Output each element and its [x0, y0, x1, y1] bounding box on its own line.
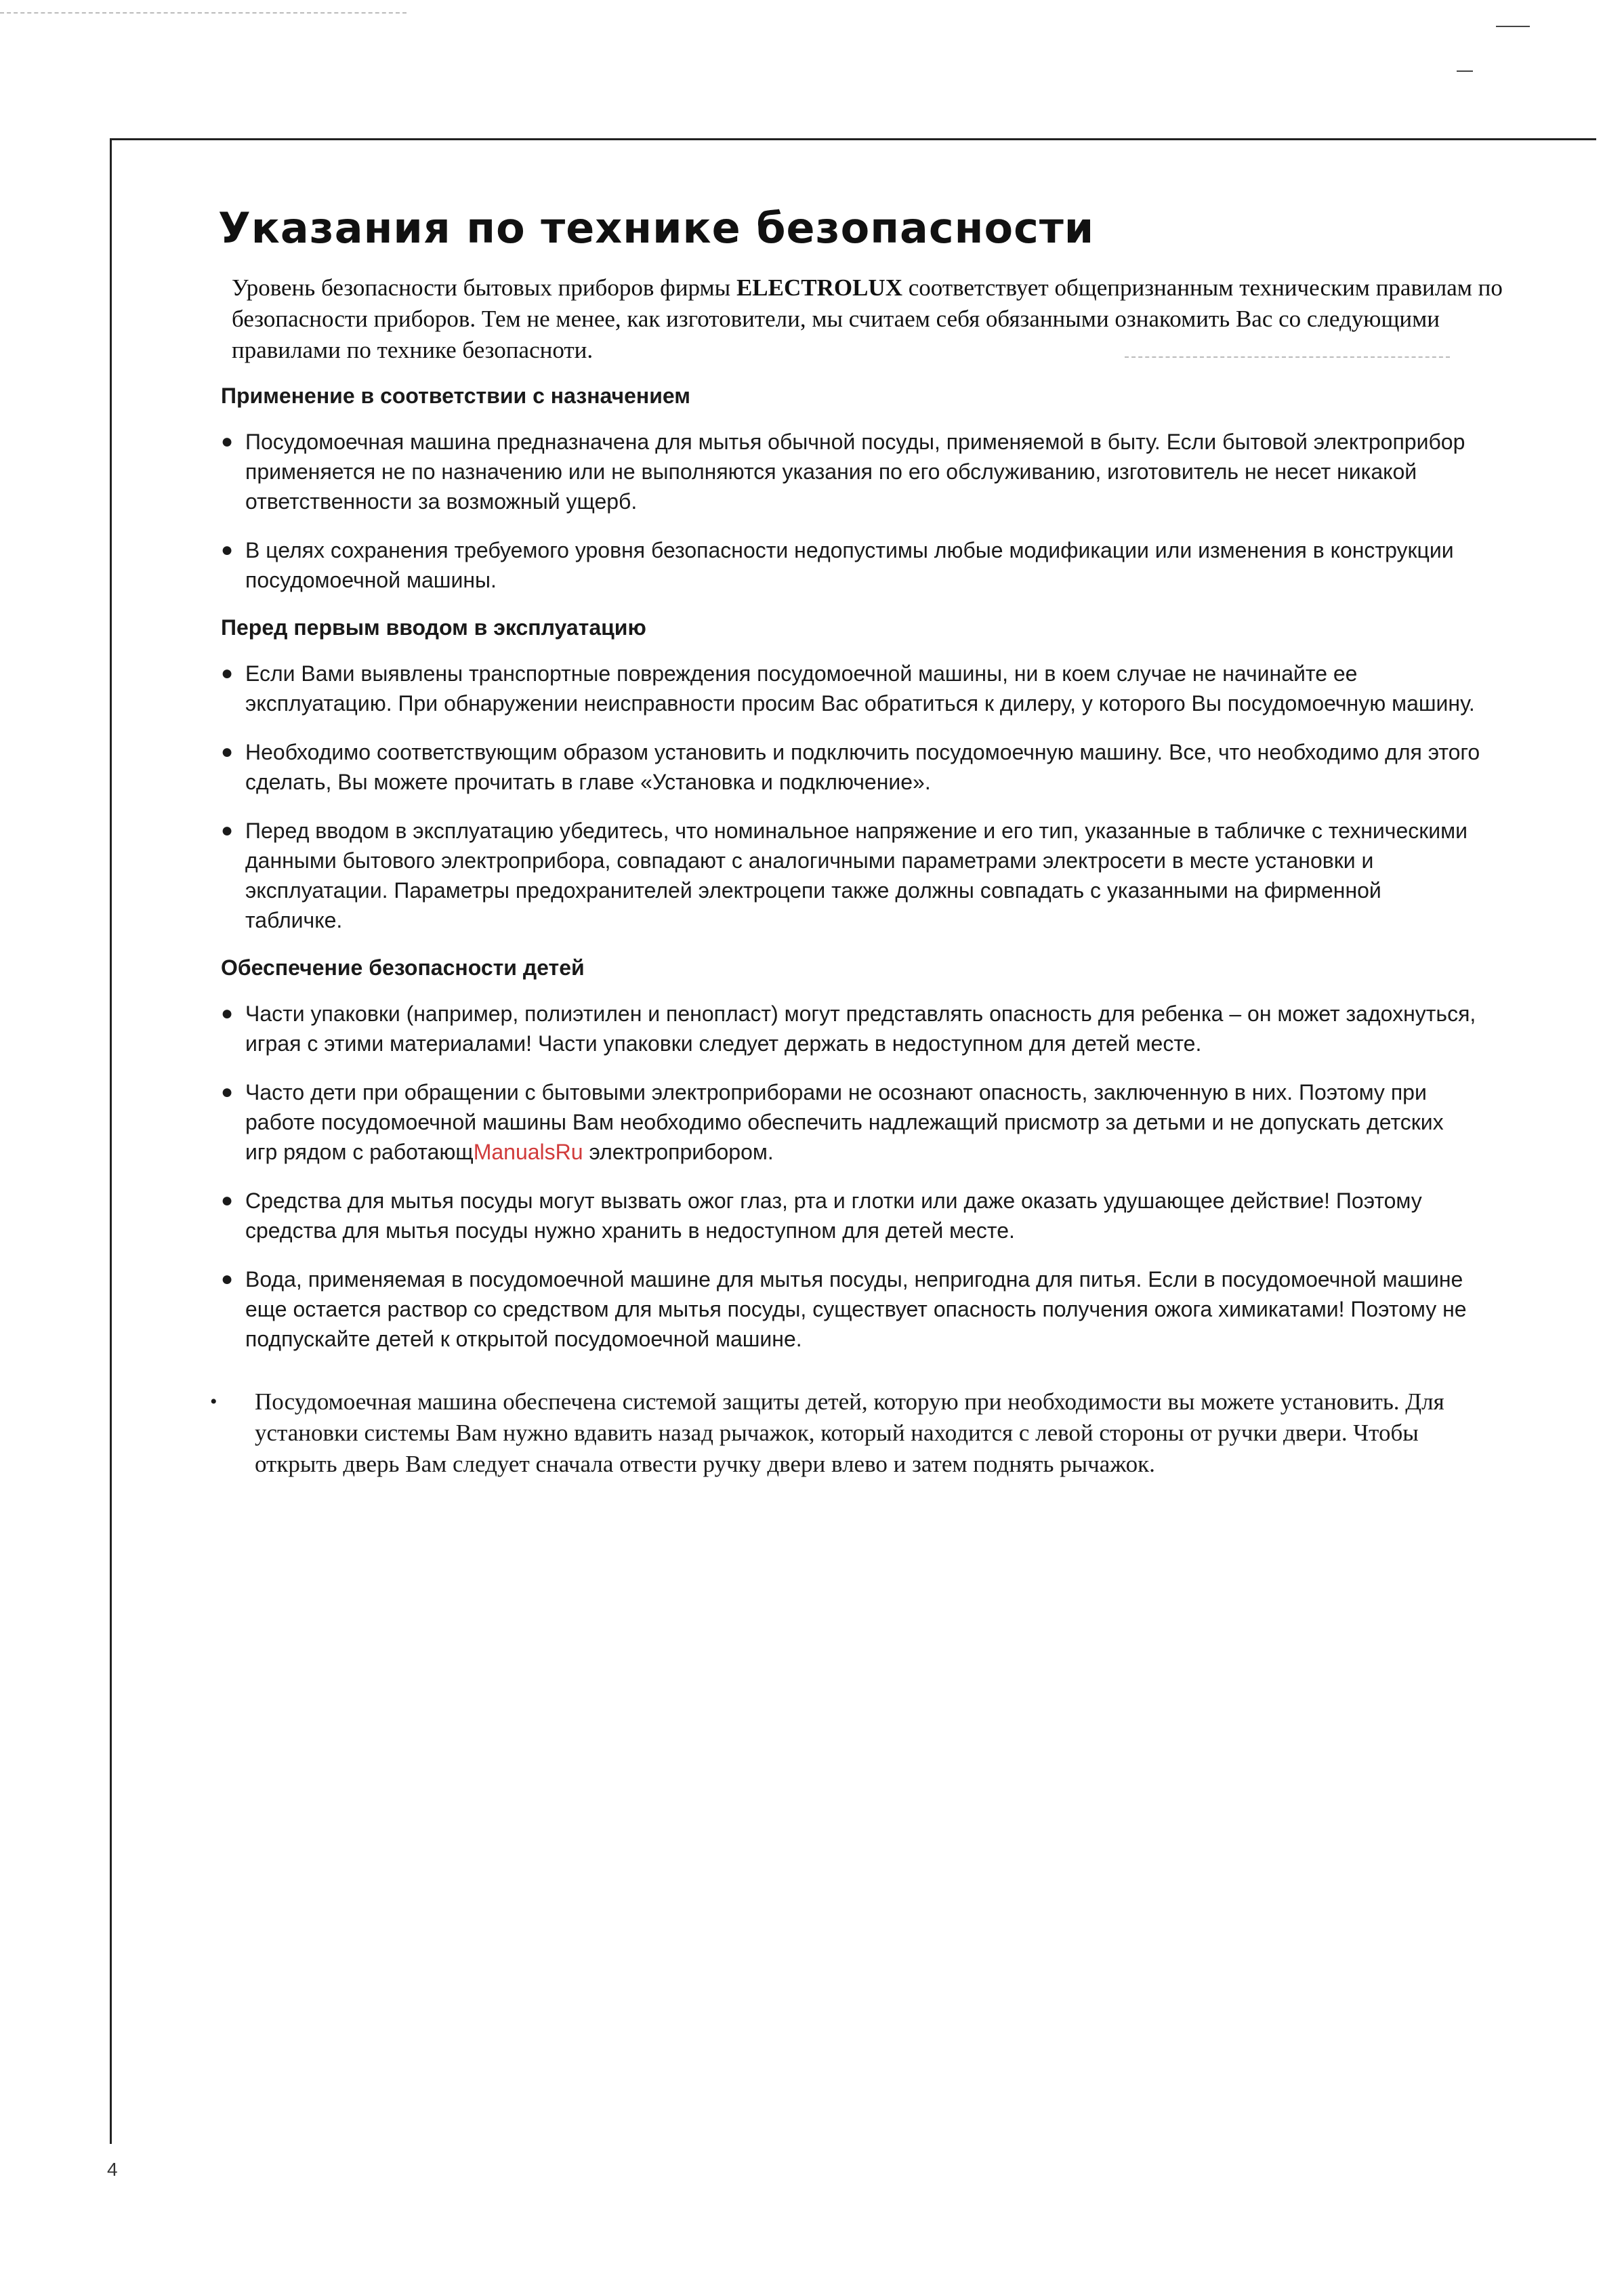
bullet-icon: ● [221, 539, 234, 561]
list-item-text: Перед вводом в эксплуатацию убедитесь, что номинальное напряжение и его тип, указанные в табличке с техническими данными бытового электроприбора, совпадают с аналогичными параметрами электросети в месте установки и эксплуатации. Параметры предохранителей электроцепи также должны совпадать с указанными на фирменной табличке. [245, 819, 1468, 932]
intro-suffix: соответствует общепризнанным техническим правилам по безопасности приборов. Тем не менее, как изготовители, мы считаем себя обязанными ознакомить Вас со следующими правилами по технике безопасноти. [232, 274, 1503, 363]
child-lock-note [210, 1386, 1474, 1480]
bullet-icon: ● [221, 741, 234, 763]
list-item [221, 1264, 1481, 1354]
safety-content [221, 382, 1481, 1373]
list-item [221, 427, 1481, 516]
page-title: Указания по технике безопасности [218, 203, 1095, 253]
list-item [221, 535, 1481, 595]
list-item-text-end: электроприбором. [583, 1140, 774, 1164]
list-item-text: Средства для мытья посуды могут вызвать ожог глаз, рта и глотки или даже оказать удушающее действие! Поэтому средства для мытья посуды нужно хранить в недоступном для детей месте. [245, 1189, 1422, 1243]
bullet-icon: ● [221, 819, 234, 842]
section-heading-intended-use: Применение в соответствии с назначением [221, 384, 690, 408]
bullet-icon: ● [221, 1002, 234, 1025]
bullet-icon: • [210, 1390, 217, 1413]
bullet-icon: ● [221, 662, 234, 684]
list-item [221, 816, 1481, 935]
bullet-icon: ● [221, 430, 234, 453]
intro-paragraph [232, 272, 1519, 366]
list-item-text: Если Вами выявлены транспортные повреждения посудомоечной машины, ни в коем случае не начинайте ее эксплуатацию. При обнаружении неисправности просим Вас обратиться к дилеру, у которого Вы посудомоечную машину. [245, 661, 1475, 716]
list-item [221, 1186, 1481, 1245]
list-item [221, 1077, 1481, 1167]
list-item-text: Части упаковки (например, полиэтилен и пенопласт) могут представлять опасность для ребенка – он может задохнуться, играя с этими материалами! Части упаковки следует держать в недоступном для детей месте. [245, 1001, 1476, 1056]
list-item-text: В целях сохранения требуемого уровня безопасности недопустимы любые модификации или изменения в конструкции посудомоечной машины. [245, 538, 1454, 592]
page-number: 4 [107, 2159, 118, 2180]
bullet-icon: ● [221, 1189, 234, 1212]
intro-prefix: Уровень безопасности бытовых приборов фирмы [232, 274, 736, 301]
scan-mark-right [1457, 70, 1473, 72]
brand-name: ELECTROLUX [736, 274, 902, 301]
section-heading-first-use: Перед первым вводом в эксплуатацию [221, 615, 646, 640]
scan-artifact-top [0, 12, 407, 14]
page-frame-top [110, 138, 1596, 140]
list-item-text-start: Часто дети при обращении с бытовыми электроприборами не осознают опасность, заключенную в них. Поэтому при работе посудомоечной машины Вам необходимо обеспечить надлежащий присмотр за детьми и не допускать детских игр рядом с работающ [245, 1080, 1444, 1164]
bullet-icon: ● [221, 1268, 234, 1290]
page-frame-left [110, 138, 112, 2144]
list-item-text: Посудомоечная машина предназначена для мытья обычной посуды, применяемой в быту. Если бытовой электроприбор применяется не по назначению или не выполняются указания по его обслуживанию, изготовитель не несет никакой ответственности за возможный ущерб. [245, 430, 1465, 514]
list-item [221, 999, 1481, 1058]
list-item-text [245, 1080, 1444, 1164]
list-item [221, 737, 1481, 797]
section-heading-child-safety: Обеспечение безопасности детей [221, 955, 585, 980]
scan-mark-top-right [1496, 26, 1530, 27]
watermark-text: ManualsRu [473, 1140, 583, 1164]
list-item [221, 659, 1481, 718]
list-item-text: Вода, применяемая в посудомоечной машине для мытья посуды, непригодна для питья. Если в посудомоечной машине еще остается раствор со средством для мытья посуды, существует опасность получения ожога химикатами! Поэтому не подпускайте детей к открытой посудомоечной машине. [245, 1267, 1467, 1351]
bullet-icon: ● [221, 1081, 234, 1103]
list-item-text: Необходимо соответствующим образом установить и подключить посудомоечную машину. Все, что необходимо для этого сделать, Вы можете прочитать в главе «Установка и подключение». [245, 740, 1480, 794]
child-lock-note-text: Посудомоечная машина обеспечена системой защиты детей, которую при необходимости вы можете установить. Для установки системы Вам нужно вдавить назад рычажок, который находится с левой стороны от ручки двери. Чтобы открыть дверь Вам следует сначала отвести ручку двери влево и затем поднять рычажок. [255, 1388, 1444, 1477]
